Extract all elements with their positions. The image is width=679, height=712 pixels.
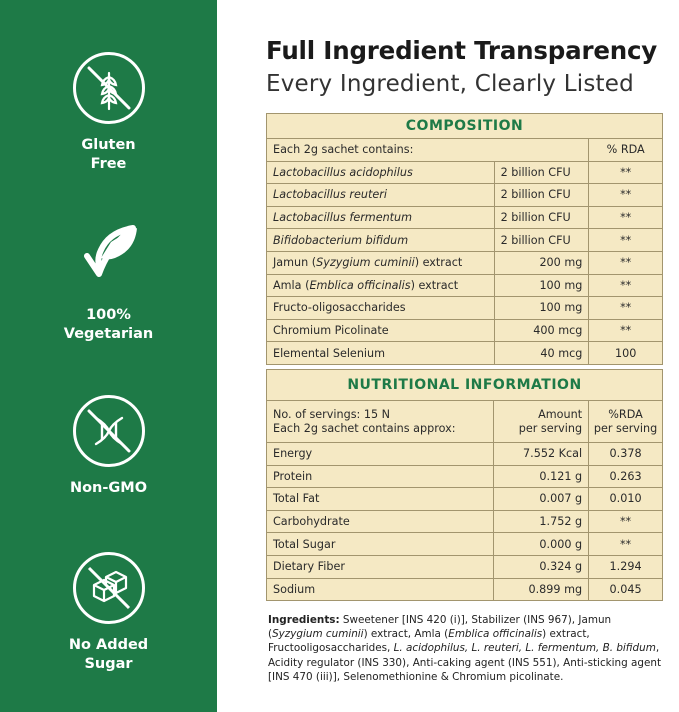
ingredient-name: Lactobacillus acidophilus xyxy=(267,161,495,184)
ingredient-name: Lactobacillus fermentum xyxy=(267,206,495,229)
ingredient-amount: 2 billion CFU xyxy=(494,206,589,229)
servings-text: No. of servings: 15 N xyxy=(273,407,391,421)
nutrition-head-amount xyxy=(494,401,589,443)
table-row xyxy=(267,578,663,601)
ingredient-rda: ** xyxy=(589,161,663,184)
table-row xyxy=(267,161,663,184)
nutrient-rda: 0.263 xyxy=(589,465,663,488)
nutrient-name: Protein xyxy=(267,465,494,488)
table-row xyxy=(267,510,663,533)
ingredients-part: ) extract, Amla ( xyxy=(363,628,449,641)
nutrient-amount: 1.752 g xyxy=(494,510,589,533)
ingredient-rda: ** xyxy=(589,184,663,207)
ingredient-name-post: ) extract xyxy=(410,278,459,292)
amount-head-line2: per serving xyxy=(518,421,583,435)
page-subtitle: Every Ingredient, Clearly Listed xyxy=(266,71,634,97)
table-row xyxy=(267,488,663,511)
rda-head-line2: per serving xyxy=(593,421,658,435)
badge-non-gmo-label: Non-GMO xyxy=(69,480,148,496)
ingredient-amount: 2 billion CFU xyxy=(494,184,589,207)
table-row xyxy=(267,319,663,342)
nutrient-rda: ** xyxy=(589,533,663,556)
table-row xyxy=(267,342,663,365)
ingredient-name: Lactobacillus reuteri xyxy=(267,184,495,207)
badge-no-added-sugar-label: No Added Sugar xyxy=(68,637,149,672)
ingredient-rda: ** xyxy=(589,229,663,252)
ingredient-name: Fructo-oligosaccharides xyxy=(267,297,495,320)
nutrient-name: Total Sugar xyxy=(267,533,494,556)
ingredient-name-italic: Syzygium cuminii xyxy=(316,256,415,270)
ingredient-name-post: ) extract xyxy=(414,256,463,270)
ingredients-part: , Acidity regulator (INS 330), Anti-caking agent (INS 551), Anti-sticking agent [INS 470 (iii)], Selenomethionine & Chromium picolinate. xyxy=(268,642,662,683)
nutrient-rda: 0.010 xyxy=(589,488,663,511)
ingredient-name-italic: Emblica officinalis xyxy=(309,278,411,292)
nutrient-rda: 0.045 xyxy=(589,578,663,601)
ingredient-rda: ** xyxy=(589,319,663,342)
table-row xyxy=(267,274,663,297)
ingredient-amount: 2 billion CFU xyxy=(494,161,589,184)
ingredient-amount: 2 billion CFU xyxy=(494,229,589,252)
ingredient-rda: ** xyxy=(589,206,663,229)
nutrient-amount: 0.899 mg xyxy=(494,578,589,601)
nutrient-amount: 0.007 g xyxy=(494,488,589,511)
table-row xyxy=(267,443,663,466)
nutrient-amount: 0.121 g xyxy=(494,465,589,488)
nutrient-name: Energy xyxy=(267,443,494,466)
nutrition-header-row xyxy=(267,401,663,443)
page-header xyxy=(266,36,657,97)
ingredient-amount: 200 mg xyxy=(494,251,589,274)
nutrient-amount: 0.000 g xyxy=(494,533,589,556)
ingredients-part: Sweetener [INS 420 (i)], Stabilizer (INS 967), Jamun ( xyxy=(268,614,612,641)
nutrition-head-rda xyxy=(589,401,663,443)
ingredient-rda: 100 xyxy=(589,342,663,365)
table-row xyxy=(267,555,663,578)
table-row xyxy=(267,465,663,488)
composition-head-rda: % RDA xyxy=(589,139,663,162)
gluten-free-icon xyxy=(73,52,145,124)
page-title: Full Ingredient Transparency xyxy=(266,36,658,65)
ingredients-label: Ingredients: xyxy=(268,614,340,626)
amount-head-line1: Amount xyxy=(538,407,583,421)
ingredient-name: Chromium Picolinate xyxy=(267,319,495,342)
no-added-sugar-icon xyxy=(73,552,145,624)
ingredient-amount: 400 mcg xyxy=(494,319,589,342)
table-row xyxy=(267,229,663,252)
table-row xyxy=(267,533,663,556)
composition-title: COMPOSITION xyxy=(267,114,663,139)
ingredient-name xyxy=(267,274,495,297)
table-row xyxy=(267,251,663,274)
badge-gluten-free-label: Gluten Free xyxy=(81,137,136,172)
vegetarian-leaf-icon xyxy=(73,222,145,294)
ingredients-italic: Emblica officinalis xyxy=(448,628,543,641)
ingredient-name: Bifidobacterium bifidum xyxy=(267,229,495,252)
table-row xyxy=(267,206,663,229)
nutrition-title: NUTRITIONAL INFORMATION xyxy=(267,370,663,401)
ingredient-name-pre: Amla ( xyxy=(273,278,310,292)
table-row xyxy=(267,184,663,207)
ingredients-part: ) extract, Fructooligosaccharides, xyxy=(268,628,590,655)
ingredients-text xyxy=(268,613,663,684)
badge-vegetarian xyxy=(0,222,217,344)
ingredient-name-pre: Jamun ( xyxy=(273,256,317,270)
ingredient-name xyxy=(267,251,495,274)
nutrient-rda: ** xyxy=(589,510,663,533)
ingredient-rda: ** xyxy=(589,274,663,297)
ingredient-name: Elemental Selenium xyxy=(267,342,495,365)
composition-header-row xyxy=(267,139,663,162)
nutrient-name: Dietary Fiber xyxy=(267,555,494,578)
badge-vegetarian-label: 100% Vegetarian xyxy=(63,307,154,342)
nutrient-name: Carbohydrate xyxy=(267,510,494,533)
nutrient-name: Sodium xyxy=(267,578,494,601)
badge-no-added-sugar xyxy=(0,552,217,674)
badge-gluten-free xyxy=(0,52,217,174)
nutrient-name: Total Fat xyxy=(267,488,494,511)
ingredient-amount: 40 mcg xyxy=(494,342,589,365)
ingredients-italic: L. acidophilus, L. reuteri, L. fermentum, B. bifidum xyxy=(393,642,656,655)
nutrient-rda: 0.378 xyxy=(589,443,663,466)
ingredients-italic: Syzygium cuminii xyxy=(272,628,364,641)
composition-head-label: Each 2g sachet contains: xyxy=(267,139,589,162)
table-row xyxy=(267,297,663,320)
nutrient-rda: 1.294 xyxy=(589,555,663,578)
badge-non-gmo xyxy=(0,395,217,498)
feature-sidebar xyxy=(0,0,217,712)
non-gmo-icon xyxy=(73,395,145,467)
nutrient-amount: 0.324 g xyxy=(494,555,589,578)
sachet-text: Each 2g sachet contains approx: xyxy=(273,421,456,435)
ingredient-amount: 100 mg xyxy=(494,274,589,297)
nutrition-table xyxy=(266,369,663,601)
nutrient-amount: 7.552 Kcal xyxy=(494,443,589,466)
composition-table xyxy=(266,113,663,365)
ingredient-rda: ** xyxy=(589,297,663,320)
rda-head-line1: %RDA xyxy=(608,407,643,421)
ingredient-rda: ** xyxy=(589,251,663,274)
nutrition-head-label xyxy=(267,401,494,443)
ingredient-amount: 100 mg xyxy=(494,297,589,320)
